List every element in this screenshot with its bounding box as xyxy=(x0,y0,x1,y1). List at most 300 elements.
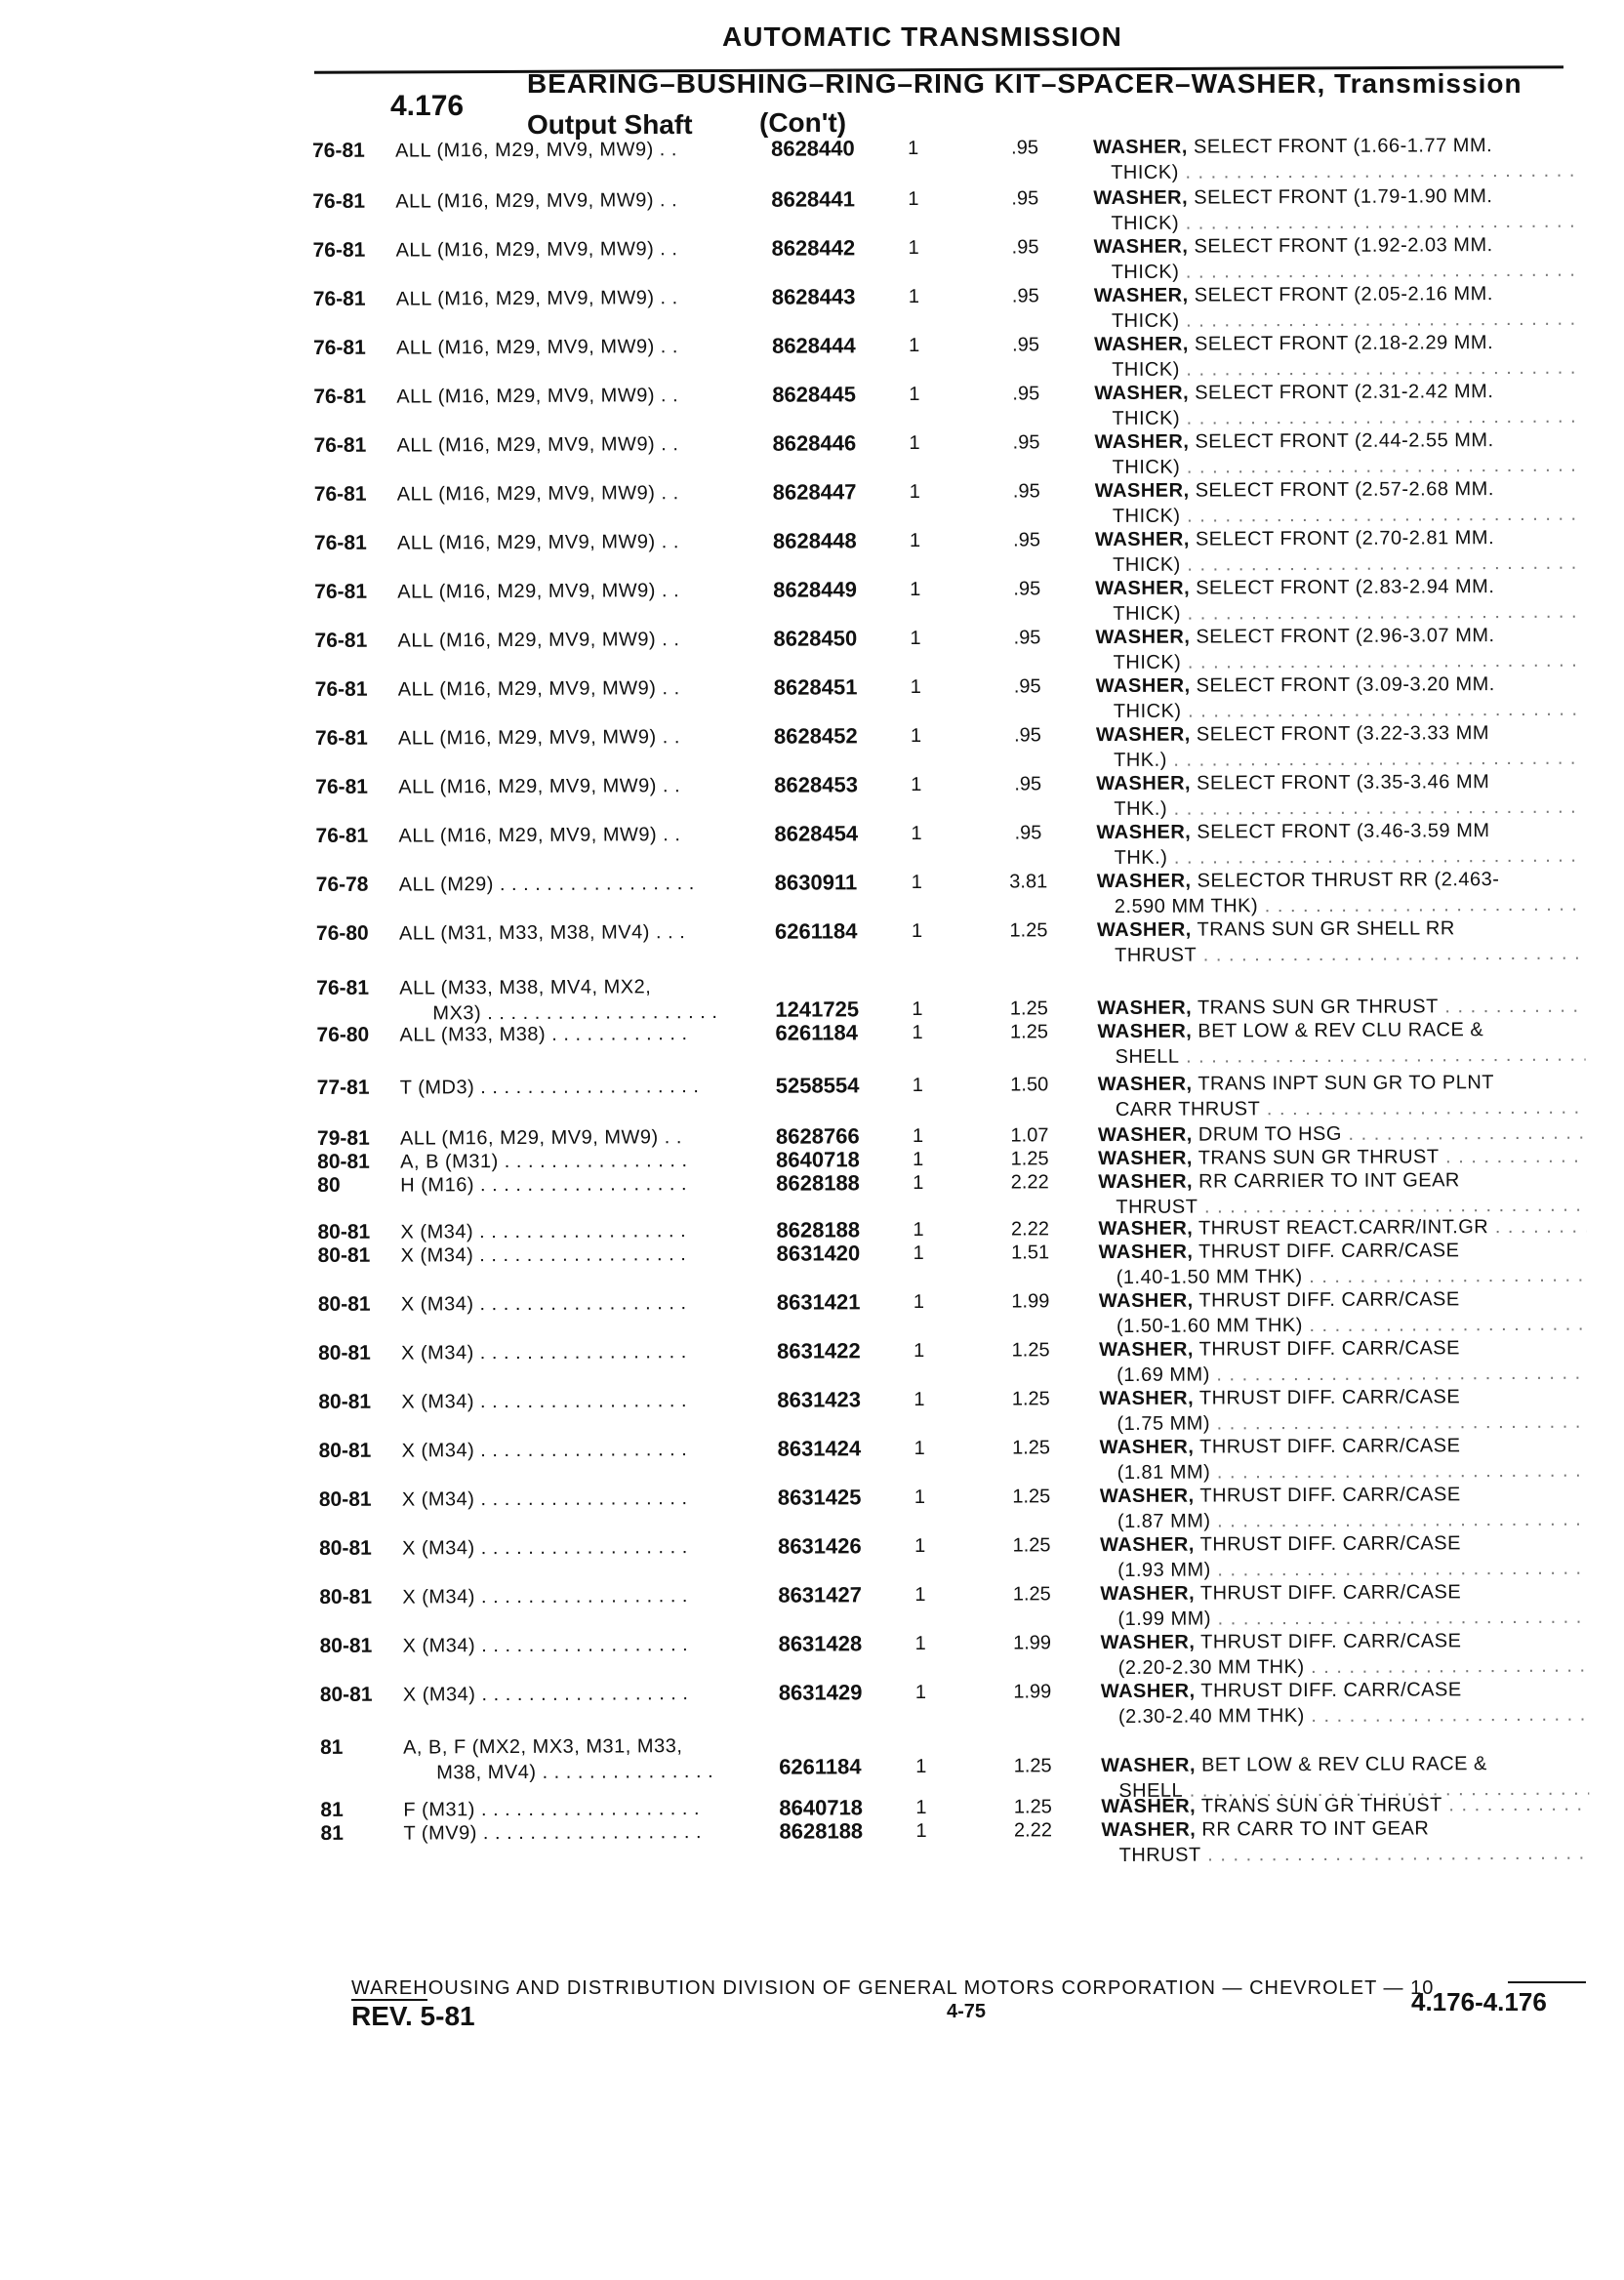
model-applicability xyxy=(397,578,778,605)
table-row xyxy=(313,428,1602,478)
table-row xyxy=(316,1070,1605,1120)
table-row xyxy=(313,379,1602,429)
description-keyword: WASHER, xyxy=(1093,235,1189,259)
part-description xyxy=(1100,1628,1588,1681)
description-text: BET LOW & REV CLU RACE & xyxy=(1201,1753,1487,1776)
model-applicability xyxy=(398,724,779,752)
part-description xyxy=(1098,1167,1586,1220)
year-range: 80-81 xyxy=(319,1585,373,1608)
part-description xyxy=(1099,1384,1587,1437)
footer-section-range: 4.176-4.176 xyxy=(1411,1987,1547,2016)
part-number: 8640718 xyxy=(779,1795,864,1820)
description-keyword: WASHER, xyxy=(1096,821,1192,844)
description-keyword: WASHER, xyxy=(1094,479,1190,503)
description-keyword: WASHER, xyxy=(1095,626,1191,649)
year-range: 76-81 xyxy=(312,287,366,310)
price: 1.51 xyxy=(1011,1242,1050,1264)
part-description xyxy=(1096,672,1584,724)
price: 1.99 xyxy=(1013,1632,1052,1654)
quantity: 1 xyxy=(908,187,919,211)
footer-division-line: WAREHOUSING AND DISTRIBUTION DIVISION OF GENERAL MOTORS CORPORATION — CHEVROLET — 10 xyxy=(351,1977,1435,1999)
price: 2.22 xyxy=(1010,1171,1049,1194)
model-line: X (M34) . . . . . . . . . . . . . . . . . . xyxy=(400,1292,687,1316)
description-keyword: WASHER, xyxy=(1098,1241,1194,1264)
description-line xyxy=(1101,1677,1589,1704)
description-keyword: WASHER, xyxy=(1100,1631,1196,1654)
table-row xyxy=(315,867,1604,917)
model-applicability xyxy=(395,236,776,264)
table-row xyxy=(313,525,1603,576)
description-text: SELECT FRONT (3.09-3.20 MM. xyxy=(1196,673,1495,697)
part-number: 6261184 xyxy=(775,1020,858,1045)
quantity: 1 xyxy=(908,285,919,308)
description-text: THRUST REACT.CARR/INT.GR xyxy=(1198,1216,1489,1240)
year-range: 80-81 xyxy=(318,1390,372,1413)
price: .95 xyxy=(1014,822,1042,844)
quantity: 1 xyxy=(911,919,923,943)
description-keyword: WASHER, xyxy=(1100,1582,1196,1606)
description-keyword: WASHER, xyxy=(1096,772,1192,795)
part-number: 8628448 xyxy=(772,528,857,553)
part-description xyxy=(1094,379,1582,431)
table-row xyxy=(314,720,1604,771)
model-line: A, B, F (MX2, MX3, M31, M33, xyxy=(403,1735,683,1759)
description-line xyxy=(1093,232,1581,260)
year-range: 80-81 xyxy=(318,1439,372,1462)
footer-rule-right xyxy=(1508,1981,1586,1983)
model-line: H (M16) . . . . . . . . . . . . . . . . . . xyxy=(400,1173,688,1197)
description-line xyxy=(1098,1042,1586,1070)
year-range: 80-81 xyxy=(317,1243,371,1267)
part-number: 8628441 xyxy=(771,186,856,212)
quantity: 1 xyxy=(911,822,922,845)
quantity: 1 xyxy=(915,1796,927,1818)
description-text: (2.30-2.40 MM THK) xyxy=(1117,1705,1305,1728)
description-line xyxy=(1095,574,1583,601)
quantity: 1 xyxy=(913,1218,924,1242)
description-text: CARR THRUST xyxy=(1115,1098,1261,1120)
model-line: X (M34) . . . . . . . . . . . . . . . . . . xyxy=(402,1634,689,1657)
part-number: 6261184 xyxy=(779,1754,862,1779)
description-text: SELECT FRONT (3.35-3.46 MM xyxy=(1197,771,1490,794)
price: 1.25 xyxy=(1012,1534,1051,1557)
table-row xyxy=(319,1730,1608,1802)
description-keyword: WASHER, xyxy=(1101,1795,1197,1818)
table-row xyxy=(319,1628,1607,1679)
description-keyword: WASHER, xyxy=(1093,284,1189,307)
description-line xyxy=(1099,1238,1587,1265)
description-text: THRUST xyxy=(1118,1844,1201,1866)
model-line: X (M34) . . . . . . . . . . . . . . . . . . xyxy=(400,1220,687,1243)
model-line: ALL (M16, M29, MV9, MW9) . . xyxy=(397,629,680,652)
year-range: 76-81 xyxy=(314,677,368,701)
quantity: 1 xyxy=(910,675,921,699)
year-range: 76-81 xyxy=(315,775,369,798)
year-range: 80-81 xyxy=(317,1220,371,1243)
table-row xyxy=(315,916,1604,966)
part-description xyxy=(1093,232,1581,285)
description-keyword: WASHER, xyxy=(1099,1338,1194,1362)
quantity: 1 xyxy=(914,1534,926,1558)
description-line xyxy=(1095,623,1583,650)
table-row xyxy=(315,769,1604,820)
model-line: X (M34) . . . . . . . . . . . . . . . . . . xyxy=(401,1487,688,1511)
quantity: 1 xyxy=(910,578,921,601)
description-text: (2.20-2.30 MM THK) xyxy=(1117,1656,1305,1679)
price: 1.25 xyxy=(1010,1148,1049,1170)
model-line: ALL (M16, M29, MV9, MW9) . . xyxy=(397,580,680,603)
description-line xyxy=(1100,1628,1588,1655)
part-description xyxy=(1099,1335,1587,1388)
description-text: SELECT FRONT (3.46-3.59 MM xyxy=(1197,820,1490,843)
description-keyword: WASHER, xyxy=(1096,870,1192,893)
description-keyword: WASHER, xyxy=(1094,430,1190,454)
part-number: 8628442 xyxy=(771,235,856,261)
year-range: 80-81 xyxy=(317,1150,370,1173)
description-line xyxy=(1094,330,1582,357)
year-range: 76-81 xyxy=(312,189,366,213)
part-number: 8631422 xyxy=(777,1338,861,1364)
description-text: SELECT FRONT (2.83-2.94 MM. xyxy=(1196,576,1495,599)
description-line xyxy=(1098,1095,1586,1122)
description-text: 2.590 MM THK) xyxy=(1114,895,1259,917)
model-line: T (MD3) . . . . . . . . . . . . . . . . . . . xyxy=(399,1076,700,1099)
price: .95 xyxy=(1011,137,1039,159)
table-row xyxy=(317,1286,1606,1337)
description-line xyxy=(1100,1530,1588,1558)
description-line xyxy=(1093,158,1581,185)
description-line xyxy=(1097,1017,1585,1044)
model-applicability xyxy=(398,822,779,849)
year-range: 76-81 xyxy=(314,726,368,750)
description-keyword: WASHER, xyxy=(1095,674,1191,698)
description-line xyxy=(1095,476,1583,504)
model-line: F (M31) . . . . . . . . . . . . . . . . . . . xyxy=(403,1798,701,1821)
table-row xyxy=(319,1530,1607,1581)
quantity: 1 xyxy=(914,1437,925,1460)
description-text: (1.99 MM) xyxy=(1117,1608,1212,1630)
model-line: X (M34) . . . . . . . . . . . . . . . . . . xyxy=(400,1243,687,1267)
part-description xyxy=(1100,1482,1588,1534)
part-number: 8631428 xyxy=(778,1631,863,1656)
description-text: THRUST DIFF. CARR/CASE xyxy=(1198,1386,1461,1409)
year-range: 76-81 xyxy=(313,482,367,506)
description-text: SHELL xyxy=(1115,1045,1180,1068)
quantity: 1 xyxy=(914,1681,926,1703)
part-description xyxy=(1100,1530,1588,1583)
description-text: THRUST DIFF. CARR/CASE xyxy=(1199,1435,1461,1458)
model-line: X (M34) . . . . . . . . . . . . . . . . . . xyxy=(402,1585,689,1608)
model-applicability xyxy=(401,1388,782,1415)
description-text: RR CARR TO INT GEAR xyxy=(1201,1817,1430,1841)
table-row xyxy=(312,133,1601,184)
part-description xyxy=(1096,720,1584,773)
part-number: 8628452 xyxy=(773,723,858,749)
model-line: ALL (M31, M33, M38, MV4) . . . xyxy=(398,921,686,945)
model-applicability xyxy=(402,1437,783,1464)
price: .95 xyxy=(1012,480,1040,503)
price: 2.22 xyxy=(1013,1819,1053,1842)
description-line xyxy=(1099,1384,1587,1411)
section-title: BEARING–BUSHING–RING–RING KIT–SPACER–WASHER, Transmission xyxy=(527,68,1522,99)
model-applicability xyxy=(398,773,779,800)
description-text: (1.50-1.60 MM THK) xyxy=(1116,1315,1303,1337)
model-applicability xyxy=(395,137,776,164)
quantity: 1 xyxy=(914,1339,925,1363)
quantity: 1 xyxy=(909,529,921,552)
part-description xyxy=(1099,1433,1587,1486)
quantity: 1 xyxy=(908,137,919,160)
description-text: THICK) xyxy=(1111,212,1180,235)
section-subtitle: Output Shaft xyxy=(527,109,693,140)
table-row xyxy=(312,281,1602,333)
description-keyword: WASHER, xyxy=(1095,723,1191,747)
price: .95 xyxy=(1014,724,1041,747)
quantity: 1 xyxy=(913,1290,925,1314)
description-text: THK.) xyxy=(1114,749,1167,771)
quantity: 1 xyxy=(915,1755,927,1777)
description-keyword: WASHER, xyxy=(1098,1170,1194,1194)
model-applicability xyxy=(397,529,778,556)
description-keyword: WASHER, xyxy=(1093,136,1188,159)
description-text: THRUST DIFF. CARR/CASE xyxy=(1200,1630,1462,1653)
model-line: ALL (M33, M38) . . . . . . . . . . . . xyxy=(399,1023,688,1046)
model-line: ALL (M16, M29, MV9, MW9) . . xyxy=(395,336,678,359)
model-applicability xyxy=(401,1242,782,1269)
description-text: THICK) xyxy=(1112,456,1181,478)
description-text: THICK) xyxy=(1111,261,1180,284)
year-range: 76-81 xyxy=(314,629,368,652)
description-text: SELECT FRONT (2.44-2.55 MM. xyxy=(1195,429,1494,453)
description-line xyxy=(1095,525,1583,552)
description-text: (1.81 MM) xyxy=(1116,1461,1211,1484)
quantity: 1 xyxy=(909,480,920,504)
description-keyword: WASHER, xyxy=(1099,1387,1195,1410)
description-text: THICK) xyxy=(1112,407,1181,429)
price: 1.25 xyxy=(1011,1339,1050,1362)
quantity: 1 xyxy=(909,383,920,406)
description-line xyxy=(1093,183,1581,211)
part-description xyxy=(1097,1017,1585,1070)
description-line xyxy=(1102,1841,1590,1868)
description-text: TRANS SUN GR SHELL RR xyxy=(1197,917,1455,941)
description-keyword: WASHER, xyxy=(1097,1020,1193,1043)
quantity: 1 xyxy=(914,1388,925,1411)
description-line xyxy=(1096,672,1584,699)
part-description xyxy=(1101,1677,1589,1730)
description-keyword: WASHER, xyxy=(1098,1147,1194,1170)
description-text: THRUST DIFF. CARR/CASE xyxy=(1198,1288,1460,1312)
model-applicability xyxy=(399,919,780,947)
year-range: 80 xyxy=(317,1173,341,1197)
model-applicability xyxy=(402,1583,783,1610)
description-text: THICK) xyxy=(1113,602,1182,625)
year-range: 76-81 xyxy=(312,238,366,262)
model-line: ALL (M16, M29, MV9, MW9) . . xyxy=(396,385,679,408)
description-line xyxy=(1097,867,1585,894)
part-number: 8628447 xyxy=(772,479,857,505)
model-applicability xyxy=(399,974,780,1027)
part-number: 8628453 xyxy=(774,772,858,797)
table-row xyxy=(318,1433,1607,1484)
model-line: ALL (M16, M29, MV9, MW9) . . xyxy=(396,482,679,506)
part-description xyxy=(1095,476,1583,529)
part-number: 8628188 xyxy=(776,1217,861,1242)
table-row xyxy=(316,970,1604,1025)
description-text: SELECT FRONT (2.57-2.68 MM. xyxy=(1195,478,1494,502)
description-text: THRUST DIFF. CARR/CASE xyxy=(1198,1240,1460,1263)
year-range: 80-81 xyxy=(319,1683,373,1706)
year-range: 76-81 xyxy=(313,385,367,408)
model-applicability xyxy=(402,1534,783,1562)
quantity: 1 xyxy=(910,724,922,748)
part-description xyxy=(1094,428,1582,480)
description-line xyxy=(1101,1815,1589,1843)
description-keyword: WASHER, xyxy=(1095,577,1191,600)
description-line xyxy=(1097,916,1585,943)
table-row xyxy=(318,1384,1606,1435)
part-number: 8628444 xyxy=(771,333,856,358)
price: 1.25 xyxy=(1013,1755,1052,1777)
description-line xyxy=(1098,1167,1586,1195)
description-text: THRUST DIFF. CARR/CASE xyxy=(1199,1484,1461,1507)
model-line: ALL (M16, M29, MV9, MW9) . . xyxy=(398,775,681,798)
model-line: ALL (M16, M29, MV9, MW9) . . xyxy=(397,726,680,750)
table-row xyxy=(312,330,1602,381)
description-keyword: WASHER, xyxy=(1099,1533,1195,1557)
model-applicability xyxy=(396,383,777,410)
price: 1.25 xyxy=(1012,1583,1051,1606)
model-applicability xyxy=(397,627,778,654)
part-number: 1241725 xyxy=(775,997,860,1022)
description-text: THRUST DIFF. CARR/CASE xyxy=(1199,1532,1461,1556)
quantity: 1 xyxy=(912,1021,923,1044)
year-range: 81 xyxy=(320,1821,344,1845)
description-text: (1.75 MM) xyxy=(1116,1412,1211,1435)
table-row xyxy=(320,1792,1608,1821)
description-text: THICK) xyxy=(1112,505,1181,527)
quantity: 1 xyxy=(914,1486,925,1509)
table-row xyxy=(319,1579,1607,1630)
part-number: 8631429 xyxy=(778,1680,863,1705)
price: .95 xyxy=(1013,529,1040,551)
model-line: ALL (M16, M29, MV9, MW9) . . xyxy=(396,531,679,554)
part-number: 8631427 xyxy=(778,1582,863,1608)
quantity: 1 xyxy=(912,1074,923,1097)
table-row xyxy=(319,1677,1608,1728)
description-text: THRUST DIFF. CARR/CASE xyxy=(1199,1581,1462,1605)
description-text: THICK) xyxy=(1111,161,1179,184)
description-text: THRUST xyxy=(1116,1196,1198,1218)
description-text: THRUST xyxy=(1115,944,1198,966)
description-line xyxy=(1098,1070,1586,1097)
model-applicability xyxy=(398,675,779,703)
price: 1.99 xyxy=(1011,1290,1050,1313)
year-range: 80-81 xyxy=(319,1536,372,1560)
table-row xyxy=(314,672,1604,722)
part-number: 8630911 xyxy=(774,870,858,895)
page-header-title: AUTOMATIC TRANSMISSION xyxy=(722,21,1122,52)
part-description xyxy=(1094,330,1582,383)
description-text: SELECT FRONT (2.31-2.42 MM. xyxy=(1195,381,1494,404)
part-description xyxy=(1097,916,1585,968)
description-keyword: WASHER, xyxy=(1099,1436,1195,1459)
price: 1.99 xyxy=(1013,1681,1052,1703)
description-text: SELECT FRONT (2.70-2.81 MM. xyxy=(1195,527,1495,550)
description-text: THICK) xyxy=(1112,358,1180,381)
description-text: THICK) xyxy=(1113,700,1182,722)
model-applicability xyxy=(396,431,777,459)
model-applicability xyxy=(401,1290,782,1318)
part-number: 8628451 xyxy=(773,674,858,700)
description-text: THK.) xyxy=(1114,846,1168,869)
section-number: 4.176 xyxy=(390,90,465,122)
part-description xyxy=(1093,133,1581,185)
description-line xyxy=(1100,1579,1588,1607)
model-line: ALL (M16, M29, MV9, MW9) . . xyxy=(395,139,678,162)
model-applicability xyxy=(397,480,778,508)
description-line xyxy=(1096,720,1584,748)
table-row xyxy=(313,476,1603,527)
table-row xyxy=(312,183,1601,235)
footer-page-number: 4-75 xyxy=(947,2001,987,2022)
description-keyword: WASHER, xyxy=(1093,333,1189,356)
price: 1.50 xyxy=(1010,1074,1049,1096)
description-line xyxy=(1097,941,1585,968)
description-text: SELECT FRONT (1.79-1.90 MM. xyxy=(1194,185,1493,209)
part-number: 8631421 xyxy=(776,1289,861,1315)
part-description xyxy=(1093,183,1581,236)
part-description xyxy=(1099,1238,1587,1290)
part-description xyxy=(1101,1815,1589,1868)
description-keyword: WASHER, xyxy=(1099,1485,1195,1508)
price: .95 xyxy=(1014,773,1042,795)
description-keyword: WASHER, xyxy=(1097,997,1193,1020)
year-range: 80-81 xyxy=(318,1341,371,1364)
part-number: 8631420 xyxy=(776,1241,861,1266)
model-applicability xyxy=(403,1733,784,1786)
year-range: 76-81 xyxy=(312,139,365,162)
part-number: 8640718 xyxy=(776,1147,860,1172)
model-applicability xyxy=(401,1339,782,1366)
part-number: 8628443 xyxy=(771,284,856,309)
part-number: 8628440 xyxy=(770,136,855,161)
description-line xyxy=(1094,379,1582,406)
table-row xyxy=(315,818,1604,869)
quantity: 1 xyxy=(909,431,920,455)
description-text: THK.) xyxy=(1114,797,1168,820)
quantity: 1 xyxy=(914,1583,926,1607)
model-line: T (MV9) . . . . . . . . . . . . . . . . . . . xyxy=(403,1821,703,1845)
part-description xyxy=(1097,867,1585,919)
year-range: 80-81 xyxy=(317,1292,371,1316)
year-range: 77-81 xyxy=(316,1076,370,1099)
description-keyword: WASHER, xyxy=(1096,918,1192,942)
price: .95 xyxy=(1011,285,1039,307)
description-keyword: WASHER, xyxy=(1100,1680,1196,1703)
description-text: SHELL xyxy=(1118,1779,1184,1802)
footer-revision: REV. 5-81 xyxy=(351,2001,475,2031)
description-text: (1.69 MM) xyxy=(1116,1364,1210,1386)
model-line: ALL (M29) . . . . . . . . . . . . . . . . . xyxy=(398,873,695,896)
price: 1.25 xyxy=(1012,1437,1051,1459)
year-range: 76-81 xyxy=(315,824,369,847)
model-line: MX3) . . . . . . . . . . . . . . . . . . . . xyxy=(432,1000,718,1025)
description-line xyxy=(1101,1751,1589,1778)
quantity: 1 xyxy=(912,998,923,1021)
description-text: TRANS INPT SUN GR TO PLNT xyxy=(1198,1072,1495,1095)
description-text: THRUST DIFF. CARR/CASE xyxy=(1198,1337,1460,1361)
